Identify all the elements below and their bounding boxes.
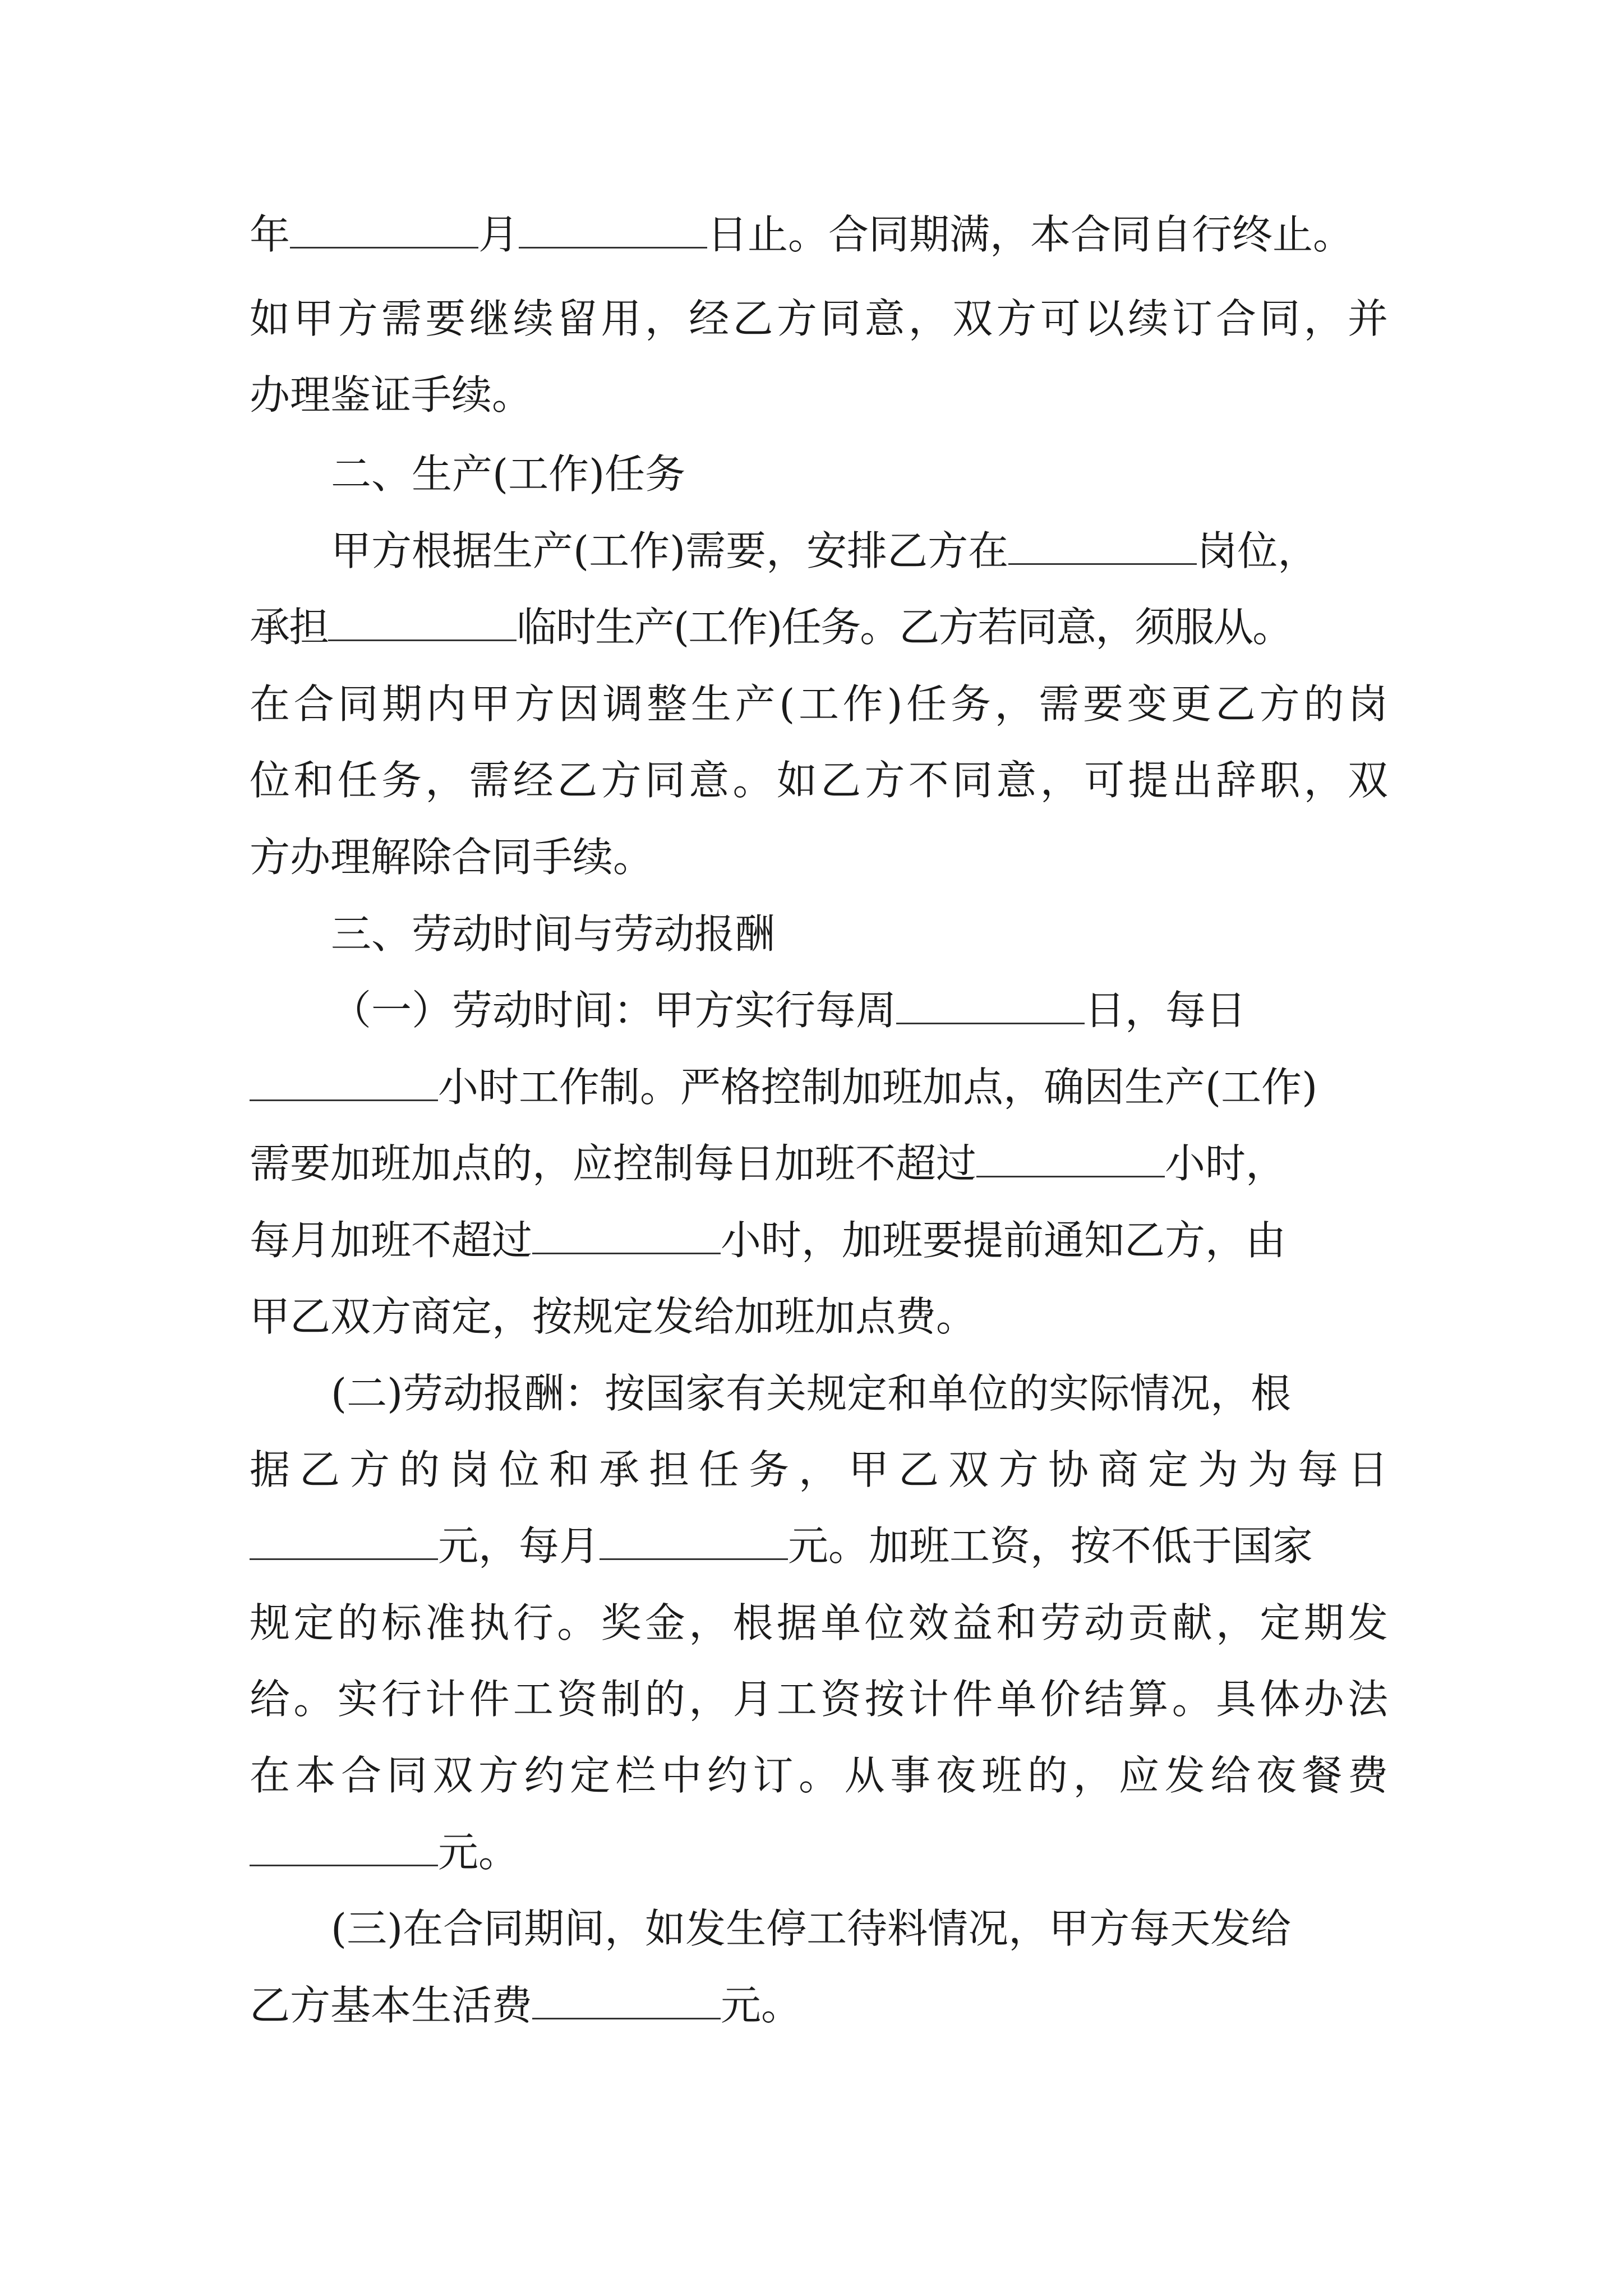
text-segment: 位和任务，需经乙方同意。如乙方不同意，可提出辞职，双 — [250, 757, 1388, 804]
text-line — [250, 1213, 1388, 1267]
fill-in-blank[interactable] — [328, 606, 517, 641]
fill-in-blank[interactable] — [532, 1984, 721, 2019]
text-segment: 给。实行计件工资制的，月工资按计件单价结算。具体办法 — [250, 1676, 1388, 1723]
fill-in-blank[interactable] — [519, 213, 707, 249]
text-segment: 日止。合同期满，本合同自行终止。 — [707, 211, 1354, 258]
text-segment: 在本合同双方约定栏中约订。从事夜班的，应发给夜餐费 — [250, 1752, 1388, 1799]
text-segment: 小时， — [1165, 1140, 1287, 1187]
text-line — [250, 1060, 1388, 1114]
text-segment: 据乙方的岗位和承担任务，甲乙双方协商定为为每日 — [250, 1446, 1388, 1493]
text-line — [250, 368, 1388, 422]
text-segment: 需要加班加点的，应控制每日加班不超过 — [250, 1140, 977, 1187]
text-segment: 元，每月 — [438, 1522, 600, 1570]
text-segment: 小时，加班要提前通知乙方，由 — [721, 1217, 1287, 1264]
text-segment: 日，每日 — [1085, 987, 1247, 1034]
text-segment: 甲方根据生产(工作)需要，安排乙方在 — [331, 527, 1009, 574]
text-segment: 小时工作制。严格控制加班加点，确因生产(工作) — [438, 1064, 1318, 1111]
text-segment: 在合同期内甲方因调整生产(工作)任务，需要变更乙方的岗 — [250, 680, 1388, 728]
text-segment: 元。 — [721, 1982, 802, 2029]
fill-in-blank[interactable] — [1008, 530, 1197, 565]
text-segment: （一）劳动时间：甲方实行每周 — [331, 987, 897, 1034]
text-line — [250, 1519, 1388, 1573]
text-segment: 乙方基本生活费 — [250, 1982, 533, 2029]
text-line — [250, 830, 1388, 884]
section-heading — [331, 907, 1340, 961]
text-segment: (二)劳动报酬：按国家有关规定和单位的实际情况，根 — [331, 1370, 1292, 1417]
text-segment: (三)在合同期间，如发生停工待料情况，甲方每天发给 — [331, 1905, 1292, 1952]
fill-in-blank[interactable] — [290, 213, 478, 249]
text-line — [250, 1443, 1388, 1497]
text-line — [250, 753, 1388, 807]
text-line — [250, 1978, 1388, 2032]
text-segment: 每月加班不超过 — [250, 1217, 533, 1264]
text-segment: 月 — [478, 211, 519, 258]
text-segment: 临时生产(工作)任务。乙方若同意，须服从。 — [517, 604, 1292, 651]
text-segment: 承担 — [250, 604, 329, 651]
text-line — [331, 983, 1388, 1037]
text-line — [250, 677, 1388, 731]
text-line — [250, 1825, 1388, 1879]
text-line — [250, 600, 1405, 654]
text-line — [331, 1366, 1388, 1420]
text-segment: 方办理解除合同手续。 — [250, 834, 654, 881]
text-segment: 年 — [250, 211, 291, 258]
fill-in-blank[interactable] — [532, 1219, 721, 1254]
fill-in-blank[interactable] — [600, 1525, 788, 1560]
text-segment: 三、劳动时间与劳动报酬 — [331, 910, 776, 958]
text-segment: 二、生产(工作)任务 — [331, 450, 686, 498]
text-segment: 元。 — [438, 1829, 519, 1876]
text-line — [250, 1672, 1388, 1726]
text-line — [331, 1902, 1388, 1955]
text-segment: 元。加班工资，按不低于国家 — [788, 1522, 1313, 1570]
text-segment: 甲乙双方商定，按规定发给加班加点费。 — [250, 1293, 977, 1340]
text-segment: 办理鉴证手续。 — [250, 371, 533, 418]
text-line — [250, 1596, 1388, 1650]
fill-in-blank[interactable] — [896, 989, 1085, 1024]
text-segment: 如甲方需要继续留用，经乙方同意，双方可以续订合同，并 — [250, 295, 1388, 342]
text-segment: 岗位， — [1197, 527, 1318, 574]
text-line — [250, 292, 1388, 346]
fill-in-blank[interactable] — [250, 1066, 438, 1101]
text-segment: 规定的标准执行。奖金，根据单位效益和劳动贡献，定期发 — [250, 1599, 1388, 1646]
text-line — [331, 524, 1388, 578]
fill-in-blank[interactable] — [250, 1831, 438, 1866]
text-line — [250, 1749, 1388, 1802]
text-line — [250, 1290, 1388, 1343]
fill-in-blank[interactable] — [250, 1525, 438, 1560]
fill-in-blank[interactable] — [976, 1142, 1165, 1177]
text-line — [250, 208, 1388, 261]
section-heading — [331, 447, 1340, 501]
text-line — [250, 1137, 1388, 1190]
